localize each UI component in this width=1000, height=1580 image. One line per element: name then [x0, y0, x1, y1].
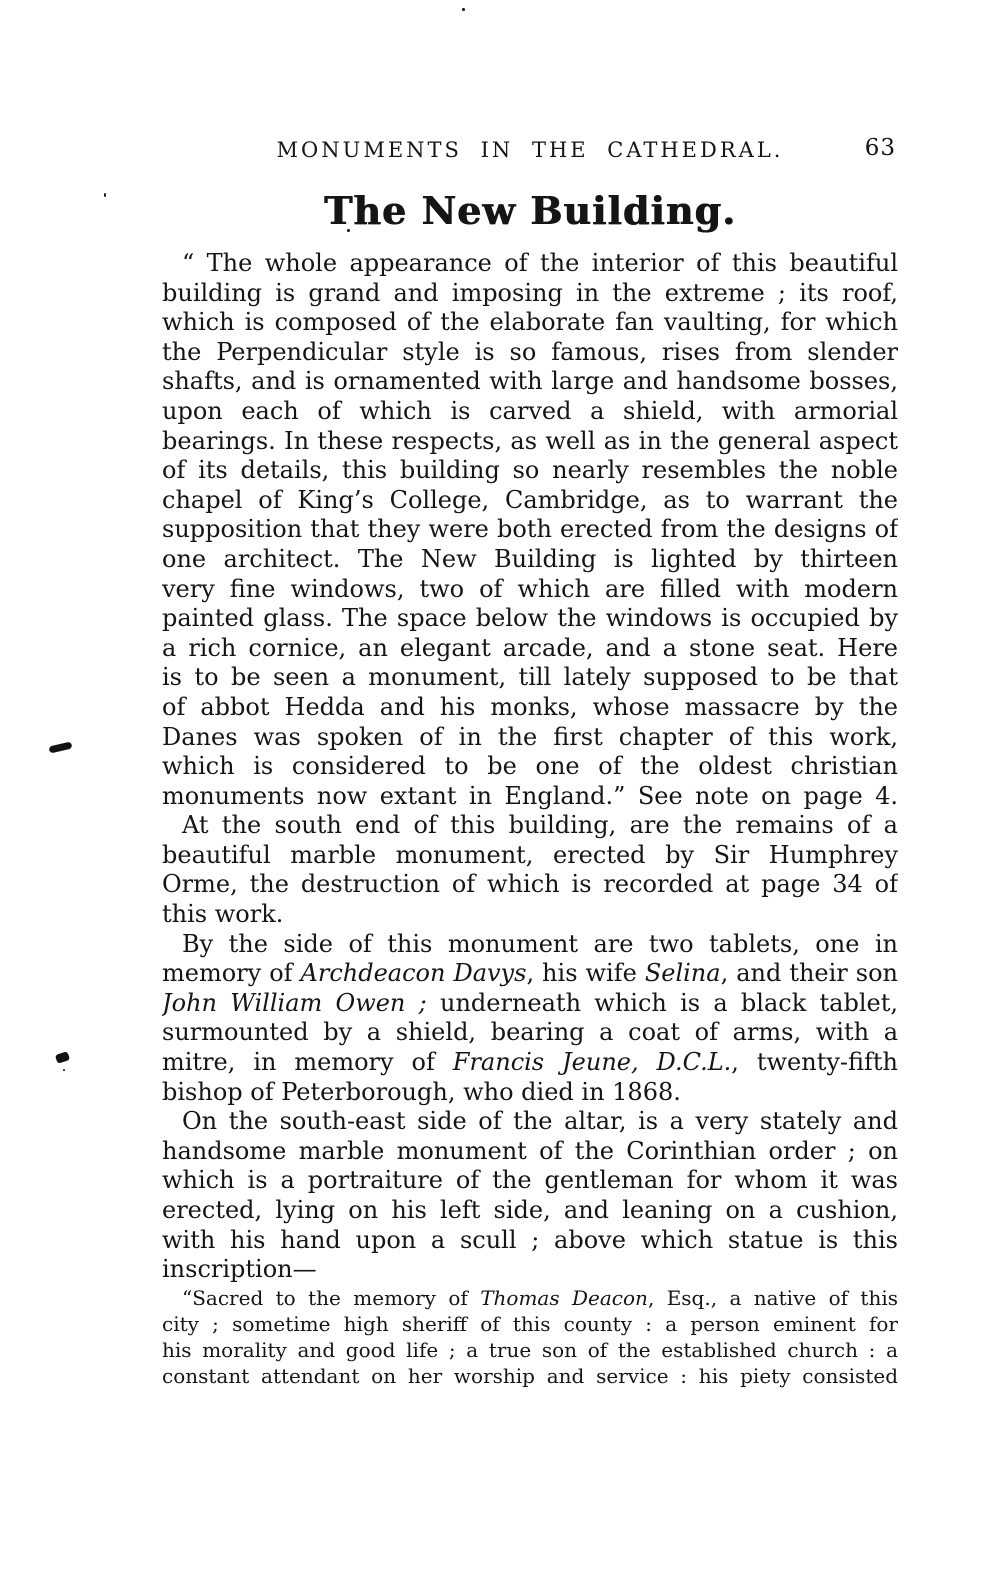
text-run: his morality and good life ; a true son of the established church : a	[162, 1337, 898, 1362]
text-run: with his hand upon a scull ; above which statue is this	[162, 1225, 898, 1254]
text-line	[162, 663, 898, 693]
text-line	[162, 1166, 898, 1196]
body-paragraphs	[162, 249, 898, 1389]
text-run: , and their son	[720, 959, 898, 988]
italic-text: Thomas Deacon	[480, 1285, 648, 1310]
text-run: which is considered to be one of the oldest christian	[162, 752, 898, 781]
text-run: this work.	[162, 900, 284, 929]
text-run: beautiful marble monument, erected by Sir Humphrey	[162, 840, 898, 869]
text-line	[162, 870, 898, 900]
text-line	[162, 1226, 898, 1256]
text-line	[162, 900, 898, 930]
text-run: inscription—	[162, 1255, 317, 1284]
italic-text: Archdeacon Davys	[300, 959, 527, 988]
text-line	[162, 1363, 898, 1389]
ink-smudge	[49, 742, 73, 754]
text-line	[162, 1311, 898, 1337]
text-line	[162, 782, 898, 812]
italic-text: Selina	[644, 959, 721, 988]
text-run: chapel of King’s College, Cambridge, as to warrant the	[162, 485, 898, 514]
text-run: constant attendant on her worship and service : his piety consisted	[162, 1363, 898, 1388]
text-run: of its details, this building so nearly resembles the noble	[162, 456, 898, 485]
text-run: Orme, the destruction of which is recorded at page 34 of	[162, 870, 898, 899]
text-line	[162, 575, 898, 605]
text-run: which is composed of the elaborate fan vaulting, for which	[162, 308, 898, 337]
text-line	[162, 279, 898, 309]
text-line	[162, 604, 898, 634]
text-run: the Perpendicular style is so famous, rises from slender	[162, 337, 898, 366]
text-line	[162, 1018, 898, 1048]
text-run: On the south-east side of the altar, is a very stately and	[182, 1107, 898, 1136]
text-line	[162, 1285, 898, 1311]
text-line	[162, 1196, 898, 1226]
text-run: “ The whole appearance of the interior of this beautiful	[182, 249, 898, 277]
text-run: mitre, in memory of	[162, 1048, 453, 1077]
text-run: which is a portraiture of the gentleman for whom it was	[162, 1166, 898, 1195]
text-run: city ; sometime high sheriff of this county : a person eminent for	[162, 1311, 898, 1336]
text-run: one architect. The New Building is lighted by thirteen	[162, 544, 898, 573]
text-line	[162, 515, 898, 545]
running-header-title: MONUMENTS IN THE CATHEDRAL.	[276, 138, 784, 162]
text-line	[162, 723, 898, 753]
text-line	[162, 634, 898, 664]
text-line	[162, 545, 898, 575]
text-line	[162, 841, 898, 871]
text-line	[162, 1048, 898, 1078]
text-run: supposition that they were both erected from the designs of	[162, 515, 898, 544]
text-line	[162, 308, 898, 338]
text-line	[162, 752, 898, 782]
text-run: building is grand and imposing in the extreme ; its roof,	[162, 278, 898, 307]
text-line	[162, 456, 898, 486]
text-line	[162, 367, 898, 397]
text-run: monuments now extant in England.” See note on page 4.	[162, 781, 898, 810]
text-run: shafts, and is ornamented with large and handsome bosses,	[162, 367, 898, 396]
text-run: underneath which is a black tablet,	[426, 988, 898, 1017]
text-run: At the south end of this building, are the remains of a	[182, 811, 898, 840]
text-run: surmounted by a shield, bearing a coat of arms, with a	[162, 1018, 898, 1047]
ink-smudge	[55, 1051, 70, 1064]
text-run: bishop of Peterborough, who died in 1868.	[162, 1077, 681, 1106]
text-line	[162, 1337, 898, 1363]
text-run: By the side of this monument are two tablets, one in	[182, 929, 898, 958]
text-run: a rich cornice, an elegant arcade, and a stone seat. Here	[162, 633, 898, 662]
text-run: painted glass. The space below the windows is occupied by	[162, 604, 898, 633]
text-line	[162, 427, 898, 457]
text-run: , his wife	[526, 959, 645, 988]
ink-dot	[104, 193, 106, 197]
paragraph	[162, 1107, 898, 1285]
running-header	[162, 135, 898, 168]
text-line	[162, 930, 898, 960]
text-line	[162, 249, 898, 279]
ink-dot	[63, 1069, 65, 1071]
text-line	[162, 693, 898, 723]
text-line	[162, 1078, 898, 1108]
paragraph	[162, 249, 898, 811]
text-run: “Sacred to the memory of	[182, 1285, 481, 1310]
text-run: memory of	[162, 959, 301, 988]
text-line	[162, 486, 898, 516]
text-run: bearings. In these respects, as well as in the general aspect	[162, 426, 898, 455]
text-line	[162, 959, 898, 989]
text-run: , Esq., a native of this	[647, 1285, 898, 1310]
text-run: of abbot Hedda and his monks, whose massacre by the	[162, 692, 898, 721]
text-run: handsome marble monument of the Corinthian order ; on	[162, 1136, 898, 1165]
page-number: 63	[864, 135, 896, 161]
text-line	[162, 1107, 898, 1137]
text-run: is to be seen a monument, till lately supposed to be that	[162, 663, 898, 692]
text-run: very fine windows, two of which are filled with modern	[162, 574, 898, 603]
italic-text: Francis Jeune, D.C.L.	[452, 1048, 732, 1077]
paragraph	[162, 811, 898, 929]
italic-text: John William Owen ;	[162, 988, 427, 1017]
text-line	[162, 811, 898, 841]
text-line	[162, 338, 898, 368]
text-run: Danes was spoken of in the first chapter of this work,	[162, 722, 898, 751]
text-run: , twenty-fifth	[731, 1048, 898, 1077]
text-run: upon each of which is carved a shield, with armorial	[162, 396, 898, 425]
section-title: The New Building.	[323, 188, 737, 233]
paragraph	[162, 1285, 898, 1389]
text-line	[162, 1255, 898, 1285]
text-line	[162, 1137, 898, 1167]
text-line	[162, 989, 898, 1019]
text-line	[162, 397, 898, 427]
paragraph	[162, 930, 898, 1108]
ink-dot	[462, 8, 465, 11]
text-run: erected, lying on his left side, and leaning on a cushion,	[162, 1196, 898, 1224]
